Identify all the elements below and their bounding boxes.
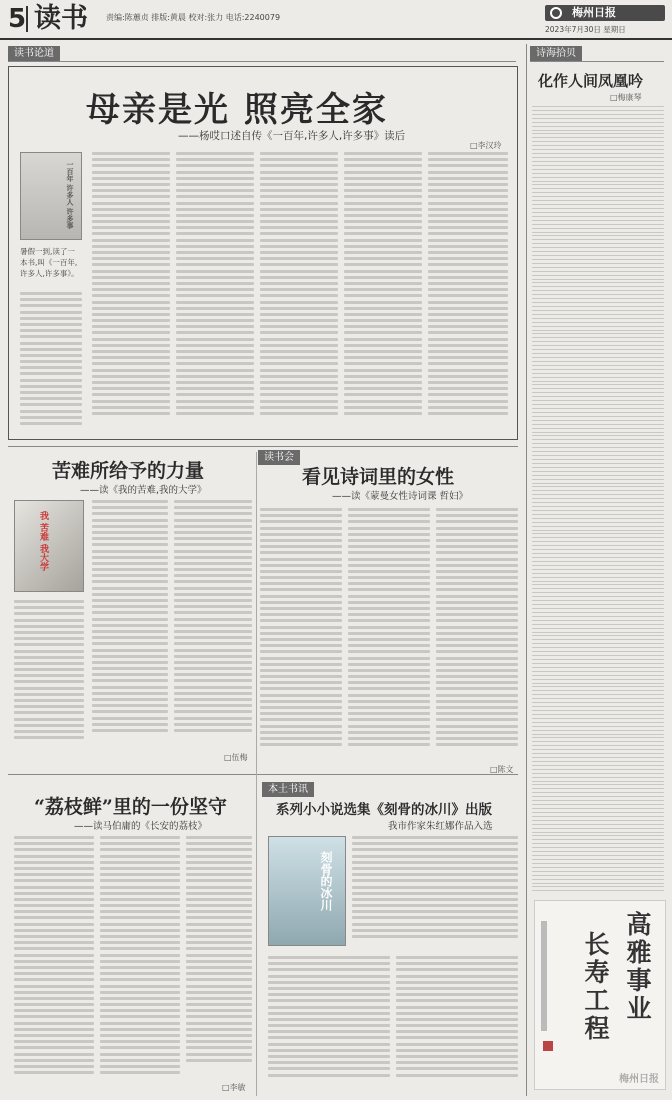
article1-col1: [20, 292, 82, 434]
paper-logo-icon: [550, 7, 562, 19]
center-divider: [256, 452, 257, 1096]
calligraphy-artwork: [534, 900, 666, 1090]
article2-col1: [14, 600, 84, 750]
article1-col2: [92, 152, 170, 434]
section-title: 读书: [34, 3, 88, 34]
tag-reading-notes: 读书会: [258, 450, 300, 465]
article3-author: □陈文: [490, 765, 514, 774]
book-cover-1-title: 一百年 许多人 许多事: [66, 161, 75, 229]
article3-title: 看见诗词里的女性: [302, 466, 455, 488]
article3-col2: [348, 508, 430, 762]
issue-date: 2023年7月30日 星期日: [545, 25, 626, 34]
article2-col3: [174, 500, 252, 750]
article3-col1: [260, 508, 342, 762]
tag-underline-right: [530, 61, 664, 62]
article4-col1: [14, 836, 94, 1090]
poem-text: [532, 106, 664, 894]
divider-middle: [8, 446, 518, 447]
poem-title: 化作人间凤凰吟: [538, 72, 644, 90]
news-col2: [268, 956, 390, 1092]
article1-col5: [344, 152, 422, 434]
article3-col3: [436, 508, 518, 762]
article4-col2: [100, 836, 180, 1090]
article2-col2: [92, 500, 168, 750]
watermark: 梅州日报: [619, 1074, 659, 1085]
article1-subtitle: ——杨哎口述自传《一百年,许多人,许多事》读后: [178, 130, 406, 142]
calligraphy-seal: [543, 1041, 553, 1051]
article1-author: □李汉玲: [470, 141, 502, 150]
article2-author: □伍梅: [224, 753, 248, 762]
article2-subtitle: ——读《我的苦难,我的大学》: [80, 485, 207, 496]
article1-title: 母亲是光 照亮全家: [86, 90, 388, 130]
calligraphy-left: 长寿工程: [581, 931, 610, 1043]
divider-lower: [8, 774, 518, 775]
editor-credits: 责编:陈蕙贞 排版:黄晨 校对:张力 电话:2240079: [106, 13, 281, 22]
header-divider: [26, 6, 28, 32]
paper-name: 梅州日报: [572, 6, 616, 19]
tag-poetry-pick: 诗海拾贝: [530, 46, 582, 61]
article1-col3: [176, 152, 254, 434]
news-col1: [352, 836, 518, 950]
tag-reading-forum: 读书论道: [8, 46, 60, 61]
article2-title: 苦难所给予的力量: [52, 460, 205, 482]
article1-lead: 暑假一到,读了一本书,叫《一百年,许多人,许多事》。: [20, 247, 79, 278]
article1-col4: [260, 152, 338, 434]
article3-subtitle: ——读《蒙曼女性诗词课 哲妇》: [332, 491, 469, 502]
book-cover-1: [20, 152, 82, 240]
article4-subtitle: ——读马伯庸的《长安的荔枝》: [74, 821, 208, 832]
tag-new-books: 本土书讯: [262, 782, 314, 797]
article4-col3: [186, 836, 252, 1080]
book-cover-2-title: 我 苦难 我大学: [38, 511, 48, 572]
article1-col6: [428, 152, 508, 434]
news-col3: [396, 956, 518, 1092]
news-subtitle: 我市作家朱红娜作品入选: [388, 821, 493, 832]
poem-author: □梅康琴: [610, 93, 642, 102]
article4-title: “荔枝鲜”里的一份坚守: [34, 796, 227, 818]
book-cover-4-title: 刻骨的冰川: [319, 851, 333, 911]
book-cover-4: [268, 836, 346, 946]
news-title: 系列小小说选集《刻骨的冰川》出版: [276, 802, 492, 818]
page-number: 5: [8, 4, 27, 34]
calligraphy-inscription: [541, 921, 547, 1031]
tag-underline: [8, 61, 516, 62]
book-cover-2: [14, 500, 84, 592]
calligraphy-right: 高雅事业: [623, 911, 652, 1023]
article4-author: □李敏: [222, 1083, 246, 1092]
right-column-divider: [526, 44, 527, 1096]
